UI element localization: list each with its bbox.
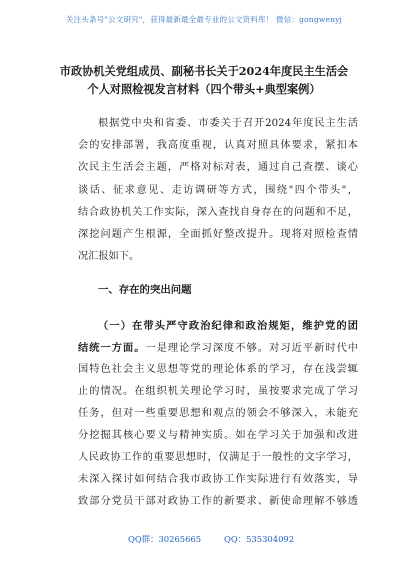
footer-qq-group: QQ群：30265665 bbox=[128, 534, 202, 544]
subsection-line: 止的情况。在组织机关理论学习时，虽按要求完成了学习 bbox=[78, 386, 358, 397]
footer-qq: QQ：535304092 bbox=[224, 534, 295, 544]
intro-line: 谈话、征求意见、走访调研等方式，围绕"四个带头"， bbox=[78, 185, 358, 196]
subsection-heading-tail: 结统一方面。 bbox=[78, 342, 146, 354]
intro-line: 会的安排部署，我高度重视，认真对照具体要求，紧扣本 bbox=[78, 140, 358, 151]
subsection-line: 未深入探讨如何结合我市政协工作实际进行有效落实，导 bbox=[78, 474, 358, 485]
subsection-line: 致部分党员干部对政协工作的新要求、新使命理解不够透 bbox=[78, 496, 358, 507]
subsection-line: 分挖掘其核心要义与精神实质。如在学习关于加强和改进 bbox=[78, 430, 358, 441]
intro-line: 根据党中央和省委、市委关于召开2024年度民主生活 bbox=[98, 118, 358, 129]
intro-line: 况汇报如下。 bbox=[78, 251, 140, 262]
subsection-line: 国特色社会主义思想等党的理论体系的学习，存在浅尝辄 bbox=[78, 364, 358, 375]
subsection-line-rest: 一是理论学习深度不够。对习近平新时代中 bbox=[145, 343, 358, 354]
subsection-line bbox=[78, 337, 358, 360]
header-banner: 关注头条号"公文研究"，获得最新最全最专业的公文资料库！ 微信：gongwenyj bbox=[65, 15, 343, 24]
subsection-line: 任务，但对一些重要思想和观点的领会不够深入，未能充 bbox=[78, 408, 358, 419]
intro-line: 结合政协机关工作实际，深入查找自身存在的问题和不足， bbox=[78, 207, 358, 218]
intro-line: 次民主生活会主题，严格对标对表，通过自己查摆、谈心 bbox=[78, 162, 358, 173]
intro-line: 深挖问题产生根源，全面抓好整改提升。现将对照检查情 bbox=[78, 229, 358, 240]
document-title-line-2: 个人对照检视发言材料（四个带头+典型案例） bbox=[87, 82, 321, 96]
subsection-line: 人民政协工作的重要思想时，仅满足于一般性的文字学习， bbox=[78, 452, 358, 463]
document-title-line-1: 市政协机关党组成员、副秘书长关于2024年度民主生活会 bbox=[59, 64, 349, 78]
subsection-heading-line: （一）在带头严守政治纪律和政治规矩，维护党的团 bbox=[98, 320, 358, 332]
section-heading: 一、存在的突出问题 bbox=[98, 284, 192, 296]
